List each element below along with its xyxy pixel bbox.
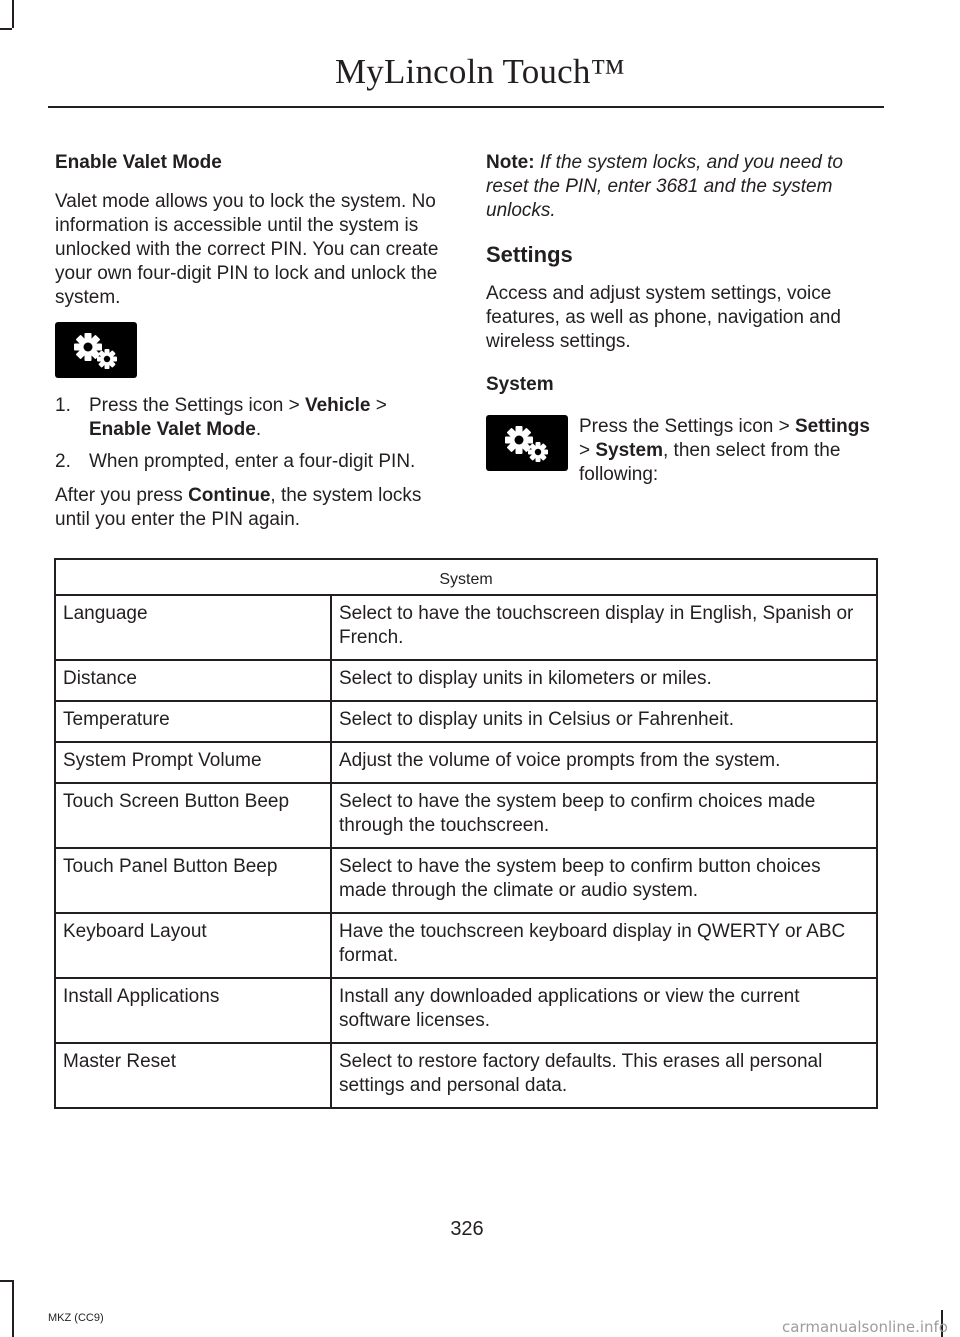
list-item [55,394,450,442]
note-label: Note: [486,152,535,173]
menu-path-settings: Settings [794,416,870,437]
step-text: Press the Settings icon > [89,395,305,416]
setting-name-cell: Distance [55,660,331,701]
table-row [55,660,877,701]
setting-name-cell: Temperature [55,701,331,742]
setting-description-cell: Select to have the system beep to confirm choices made through the touchscreen. [331,783,877,848]
crop-mark [0,28,12,30]
table-row [55,848,877,913]
settings-gears-icon [486,415,568,471]
table-body [55,595,877,1108]
setting-description-cell: Select to have the system beep to confirm button choices made through the climate or audio system. [331,848,877,913]
step-text: When prompted, enter a four-digit PIN. [89,451,416,472]
model-code: MKZ (CC9) [48,1312,104,1324]
setting-description-cell: Select to display units in Celsius or Fahrenheit. [331,701,877,742]
table-row [55,913,877,978]
note-paragraph [486,151,880,223]
setting-name-cell: Install Applications [55,978,331,1043]
steps-list [55,394,450,474]
body-text: After you press [55,485,189,506]
after-continue-paragraph [55,484,450,532]
step-number: 1. [55,395,71,416]
setting-description-cell: Have the touchscreen keyboard display in QWERTY or ABC format. [331,913,877,978]
left-column-steps [55,394,450,532]
settings-gears-icon [55,322,137,378]
setting-name-cell: Keyboard Layout [55,913,331,978]
step-text: > [370,395,387,416]
setting-description-cell: Select to have the touchscreen display in English, Spanish or French. [331,595,877,660]
section-heading-valet: Enable Valet Mode [55,152,222,173]
right-column [486,151,880,397]
table-row [55,1043,877,1108]
page-number: 326 [450,1218,484,1240]
setting-description-cell: Install any downloaded applications or view the current software licenses. [331,978,877,1043]
subheading-system: System [486,374,554,395]
menu-path-vehicle: Vehicle [304,395,371,416]
system-instructions [579,415,881,487]
system-settings-table [54,558,878,1109]
valet-intro-paragraph: Valet mode allows you to lock the system. No information is accessible until the system is unlocked with the correct PIN. You can create your own four-digit PIN to lock and unlock the system. [55,191,439,308]
setting-name-cell: Touch Panel Button Beep [55,848,331,913]
table-title: System [55,559,877,595]
table-row [55,978,877,1043]
menu-path-enable-valet: Enable Valet Mode [89,419,256,440]
left-column [55,151,450,310]
continue-label: Continue [188,485,271,506]
step-text: . [255,419,262,440]
setting-name-cell: Master Reset [55,1043,331,1108]
step-number: 2. [55,451,71,472]
menu-path-system: System [595,440,663,461]
crop-mark [12,0,14,28]
table-row [55,742,877,783]
body-text: > [579,440,596,461]
setting-name-cell: Language [55,595,331,660]
setting-description-cell: Adjust the volume of voice prompts from the system. [331,742,877,783]
table-row [55,783,877,848]
setting-description-cell: Select to restore factory defaults. This erases all personal settings and personal data. [331,1043,877,1108]
setting-name-cell: Touch Screen Button Beep [55,783,331,848]
note-text: If the system locks, and you need to reset the PIN, enter 3681 and the system unlocks. [486,152,843,221]
page-title: MyLincoln Touch™ [334,52,626,91]
body-text: , then select from the following: [579,440,841,485]
body-text: Press the Settings icon > [579,416,795,437]
crop-mark [0,1280,12,1282]
system-instruction-text [579,415,881,487]
watermark: carmanualsonline.info [782,1318,948,1336]
section-heading-settings: Settings [486,242,573,267]
list-item [55,450,450,474]
setting-description-cell: Select to display units in kilometers or miles. [331,660,877,701]
table-header-row [55,559,877,595]
table-row [55,701,877,742]
body-text: , the system locks until you enter the PIN again. [55,485,422,530]
header-divider [48,106,884,108]
crop-mark [12,1280,14,1337]
table-row [55,595,877,660]
settings-paragraph: Access and adjust system settings, voice features, as well as phone, navigation and wireless settings. [486,283,841,352]
setting-name-cell: System Prompt Volume [55,742,331,783]
